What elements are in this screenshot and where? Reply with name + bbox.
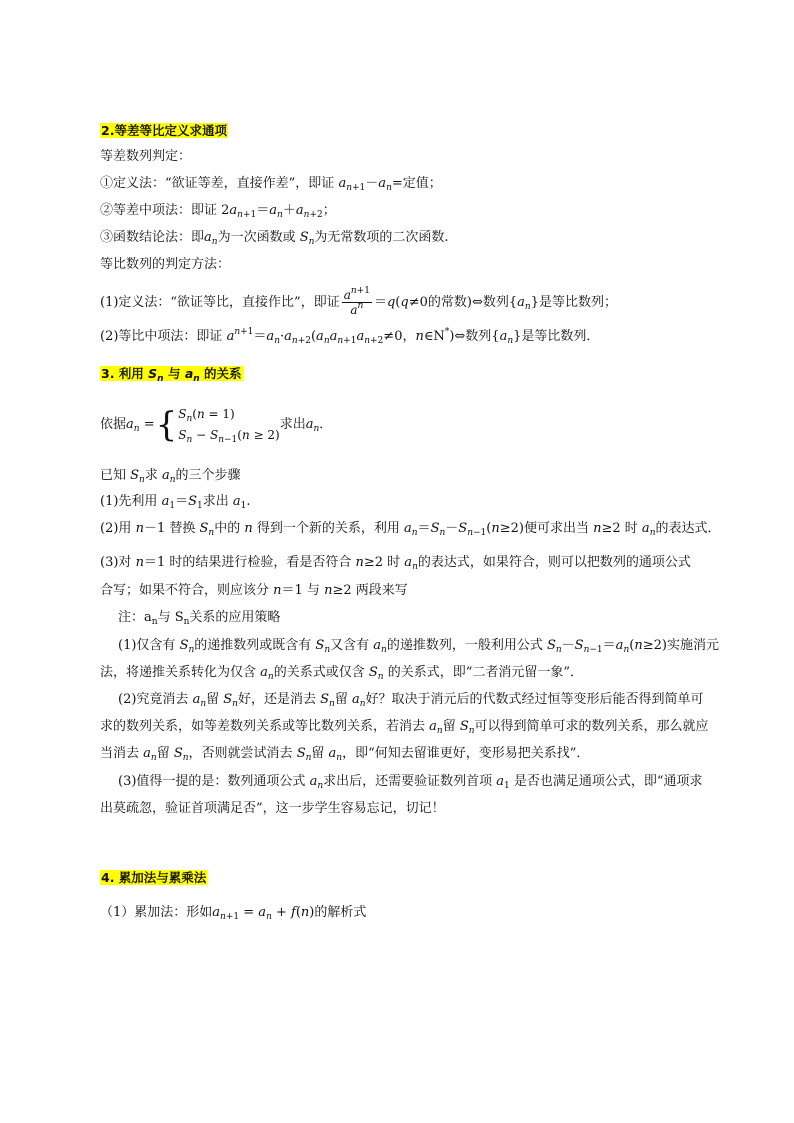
strategy-1-line-2: 法，将递推关系转化为仅含 $a_n$的关系式或仅含 $S_n$ 的关系式，即“二者消元留一象”． bbox=[100, 665, 583, 682]
piecewise-cases: $S_n(n = 1)$ $S_n - S_{n-1}(n \ge 2)$ bbox=[178, 406, 280, 445]
strategy-1-line-1: (1)仅含有 $S_n$的递推数列或既含有 $S_n$又含有 $a_n$的递推数列，一般利用公式 $S_n-S_{n-1}=a_n(n\ge 2)$实施消元 bbox=[118, 638, 719, 655]
strategy-2-line-1: (2)究竟消去 $a_n$留 $S_n$好，还是消去 $S_n$留 $a_n$好？取决于消元后的代数式经过恒等变形后能否得到简单可 bbox=[118, 692, 704, 709]
section-2-heading: 2.等差等比定义求通项 bbox=[101, 123, 227, 138]
steps-title: 已知 $S_n$求 $a_n$的三个步骤 bbox=[100, 468, 241, 485]
section-4-heading: 4. 累加法与累乘法 bbox=[101, 870, 207, 885]
accumulation-method: （1）累加法：形如$a_{n+1} = a_n + f(n)$的解析式 bbox=[100, 905, 367, 922]
step-3-line-1: (3)对 n＝1 时的结果进行检验，看是否符合 n≥2 时 $a_n$的表达式，如果符合，则可以把数列的通项公式 bbox=[100, 555, 691, 572]
geometric-definition: (1)定义法：“欲证等比，直接作比”，即证 $\frac{a^{n+1}}{a^n}$ ＝q(q≠0的常数)⇔数列$\{a_n\}$是等比数列； bbox=[100, 286, 617, 317]
method-function: ③函数结论法：即$a_n$为一次函数或 $S_n$为无常数项的二次函数. bbox=[100, 230, 449, 247]
step-2: (2)用 n－1 替换 $S_n$中的 n 得到一个新的关系，利用 $a_n=S_n-S_{n-1}(n\ge 2)$便可求出当 n≥2 时 $a_n$的表达式． bbox=[100, 521, 721, 538]
strategy-3-line-2: 出莫疏忽，验证首项满足否”，这一步学生容易忘记，切记！ bbox=[100, 801, 445, 816]
note-title: 注：$a_n$与 $S_n$关系的应用策略 bbox=[118, 610, 281, 627]
method-middle-term: ②等差中项法：即证 $2a_{n+1}=a_n+a_{n+2}$； bbox=[100, 203, 336, 220]
piecewise-basis: 依据$a_n =\{S_n(n = 1)$ $S_n - S_{n-1}(n \ge 2)$求出$a_n$． bbox=[100, 404, 333, 445]
strategy-2-line-2: 求的数列关系，如等差数列关系或等比数列关系，若消去 $a_n$留 $S_n$可以得到简单可求的数列关系，那么就应 bbox=[100, 719, 709, 736]
section-3-heading: 3. 利用 $S_n$ 与 $a_n$ 的关系 bbox=[101, 366, 242, 384]
strategy-2-line-3: 当消去 $a_n$留 $S_n$，否则就尝试消去 $S_n$留 $a_n$，即“何知去留谁更好，变形易把关系找”． bbox=[100, 746, 590, 763]
geometric-middle-term: (2)等比中项法：即证 $a^{n+1}=a_n\cdot a_{n+2}(a_na_{n+1}a_{n+2}\ne 0$，n∈N*)⇔数列$\{a_n\}$是等比数列． bbox=[100, 327, 600, 346]
geometric-title: 等比数列的判定方法： bbox=[100, 257, 231, 272]
step-1: (1)先利用 $a_1=S_1$求出 $a_1$. bbox=[100, 494, 251, 511]
arithmetic-title: 等差数列判定： bbox=[100, 149, 192, 164]
ratio-fraction: $\frac{a^{n+1}}{a^n}$ bbox=[343, 286, 370, 317]
step-3-line-2: 合写；如果不符合，则应该分 n＝1 与 n≥2 两段来写 bbox=[100, 583, 408, 598]
left-brace: { bbox=[155, 404, 178, 445]
method-definition: ①定义法：“欲证等差，直接作差”，即证 $a_{n+1}-a_n=$定值； bbox=[100, 176, 442, 193]
strategy-3-line-1: (3)值得一提的是：数列通项公式 $a_n$求出后，还需要验证数列首项 $a_1$ 是否也满足通项公式，即“通项求 bbox=[118, 774, 703, 791]
